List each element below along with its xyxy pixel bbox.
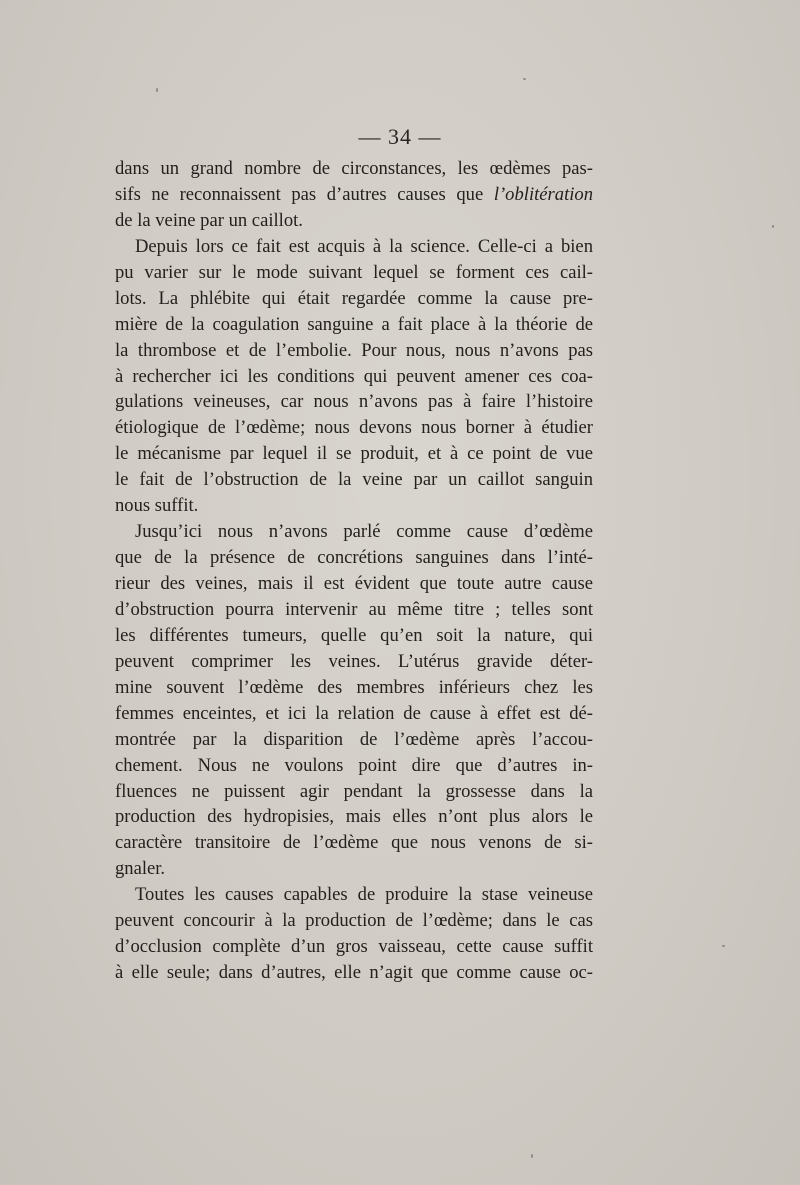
text-line-segment: sifs ne reconnaissent pas d’autres causes que <box>115 183 494 205</box>
paper-speck <box>772 225 774 228</box>
text-line: production des hydropisies, mais elles n’ont plus alors le <box>115 806 593 828</box>
text-line: gnaler. <box>115 858 166 880</box>
text-line: mière de la coagulation sanguine a fait place à la théorie de <box>115 313 593 335</box>
page-number: — 34 — <box>358 124 442 149</box>
text-line: Toutes les causes capables de produire la stase veineuse <box>135 884 593 906</box>
text-line: Depuis lors ce fait est acquis à la science. Celle-ci a bien <box>135 235 593 257</box>
text-line: la thrombose et de l’embolie. Pour nous, nous n’avons pas <box>115 339 593 361</box>
body-text <box>115 156 593 986</box>
text-line <box>115 182 593 208</box>
text-line: mine souvent l’œdème des membres inférieurs chez les <box>115 676 593 698</box>
text-line: à rechercher ici les conditions qui peuvent amener ces coa- <box>115 365 593 387</box>
text-line: femmes enceintes, et ici la relation de cause à effet est dé- <box>115 702 593 724</box>
text-line: montrée par la disparition de l’œdème après l’accou- <box>115 728 593 750</box>
text-line: le mécanisme par lequel il se produit, et à ce point de vue <box>115 443 593 465</box>
text-line: pu varier sur le mode suivant lequel se forment ces cail- <box>115 261 593 283</box>
text-line: d’obstruction pourra intervenir au même titre ; telles sont <box>115 598 593 620</box>
text-line: dans un grand nombre de circonstances, les œdèmes pas- <box>115 158 593 179</box>
text-line: caractère transitoire de l’œdème que nous venons de si- <box>115 832 593 854</box>
text-line: chement. Nous ne voulons point dire que d’autres in- <box>115 754 593 776</box>
paper-speck <box>722 945 725 947</box>
text-line: peuvent comprimer les veines. L’utérus gravide déter- <box>115 650 593 672</box>
text-line: le fait de l’obstruction de la veine par un caillot sanguin <box>115 469 593 491</box>
text-line: gulations veineuses, car nous n’avons pas à faire l’histoire <box>115 391 593 413</box>
text-line: que de la présence de concrétions sanguines dans l’inté- <box>115 547 593 569</box>
paper-speck <box>523 78 526 80</box>
text-line: nous suffit. <box>115 495 199 517</box>
text-line: peuvent concourir à la production de l’œdème; dans le cas <box>115 910 593 932</box>
text-line: de la veine par un caillot. <box>115 209 303 231</box>
text-line: fluences ne puissent agir pendant la grossesse dans la <box>115 780 593 802</box>
paper-speck <box>156 88 158 92</box>
text-line: Jusqu’ici nous n’avons parlé comme cause d’œdème <box>135 521 593 543</box>
text-line: rieur des veines, mais il est évident que toute autre cause <box>115 573 593 594</box>
text-line: d’occlusion complète d’un gros vaisseau, cette cause suffit <box>115 936 593 958</box>
text-line: étiologique de l’œdème; nous devons nous borner à étudier <box>115 417 593 439</box>
text-line: à elle seule; dans d’autres, elle n’agit que comme cause oc- <box>115 962 593 984</box>
text-line: les différentes tumeurs, quelle qu’en soit la nature, qui <box>115 624 593 646</box>
paper-speck <box>531 1154 533 1158</box>
italic-term: l’oblitération <box>493 183 593 205</box>
text-line: lots. La phlébite qui était regardée comme la cause pre- <box>115 287 593 309</box>
